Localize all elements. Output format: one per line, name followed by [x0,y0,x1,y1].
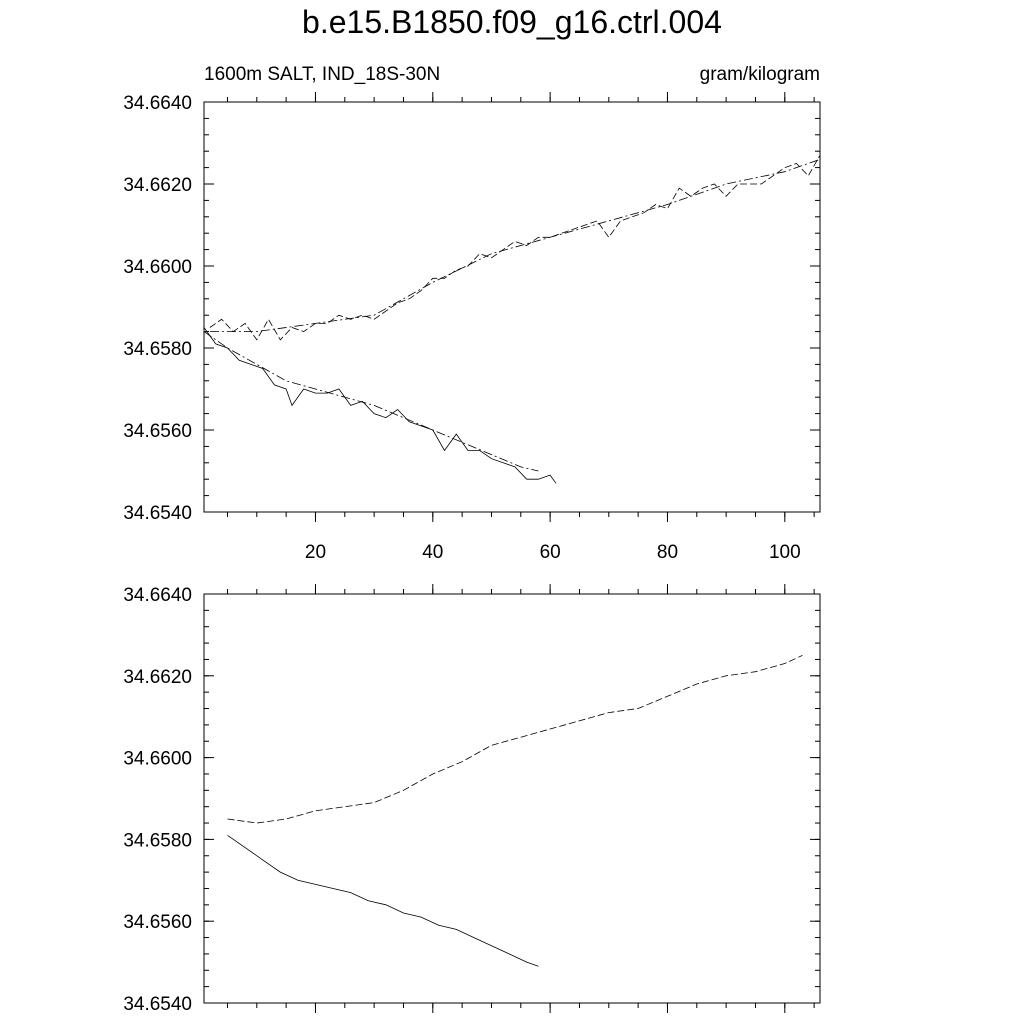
bottom-panel-ytick-label: 34.6640 [123,585,192,606]
top-panel-xtick-label: 100 [768,542,801,563]
variable-label: 1600m SALT, IND_18S-30N [204,64,441,85]
top-panel-series-dashdot-smooth [210,159,820,331]
top-panel-ytick-label: 34.6580 [123,339,192,360]
top-panel-frame [204,102,820,512]
bottom-panel-ytick-label: 34.6580 [123,830,192,852]
bottom-panel-ytick-label: 34.6620 [123,666,192,688]
units-label: gram/kilogram [699,64,820,85]
bottom-panel-ytick-label: 34.6560 [123,912,192,934]
top-panel-series-dashed-raw [210,155,820,339]
top-panel-xtick-label: 20 [304,542,327,563]
top-panel-ytick-label: 34.6620 [123,175,192,196]
bottom-panel-ytick-label: 34.6540 [123,994,192,1015]
top-panel-xtick-label: 40 [422,542,444,563]
top-panel-ytick-label: 34.6560 [123,421,192,442]
bottom-panel-series-dashed [228,655,803,823]
top-panel-ytick-label: 34.6600 [123,257,192,278]
top-panel-series-dashdot-smooth [204,332,538,471]
top-panel-xtick-label: 60 [539,542,561,563]
top-panel-xtick-label: 80 [656,542,679,563]
bottom-panel-series-solid [228,835,539,966]
chart-title: b.e15.B1850.f09_g16.ctrl.004 [302,4,722,40]
bottom-panel-frame [204,594,820,1003]
top-panel-ytick-label: 34.6540 [123,503,192,524]
top-panel-ytick-label: 34.6640 [123,93,192,114]
bottom-panel-ytick-label: 34.6600 [123,748,192,770]
